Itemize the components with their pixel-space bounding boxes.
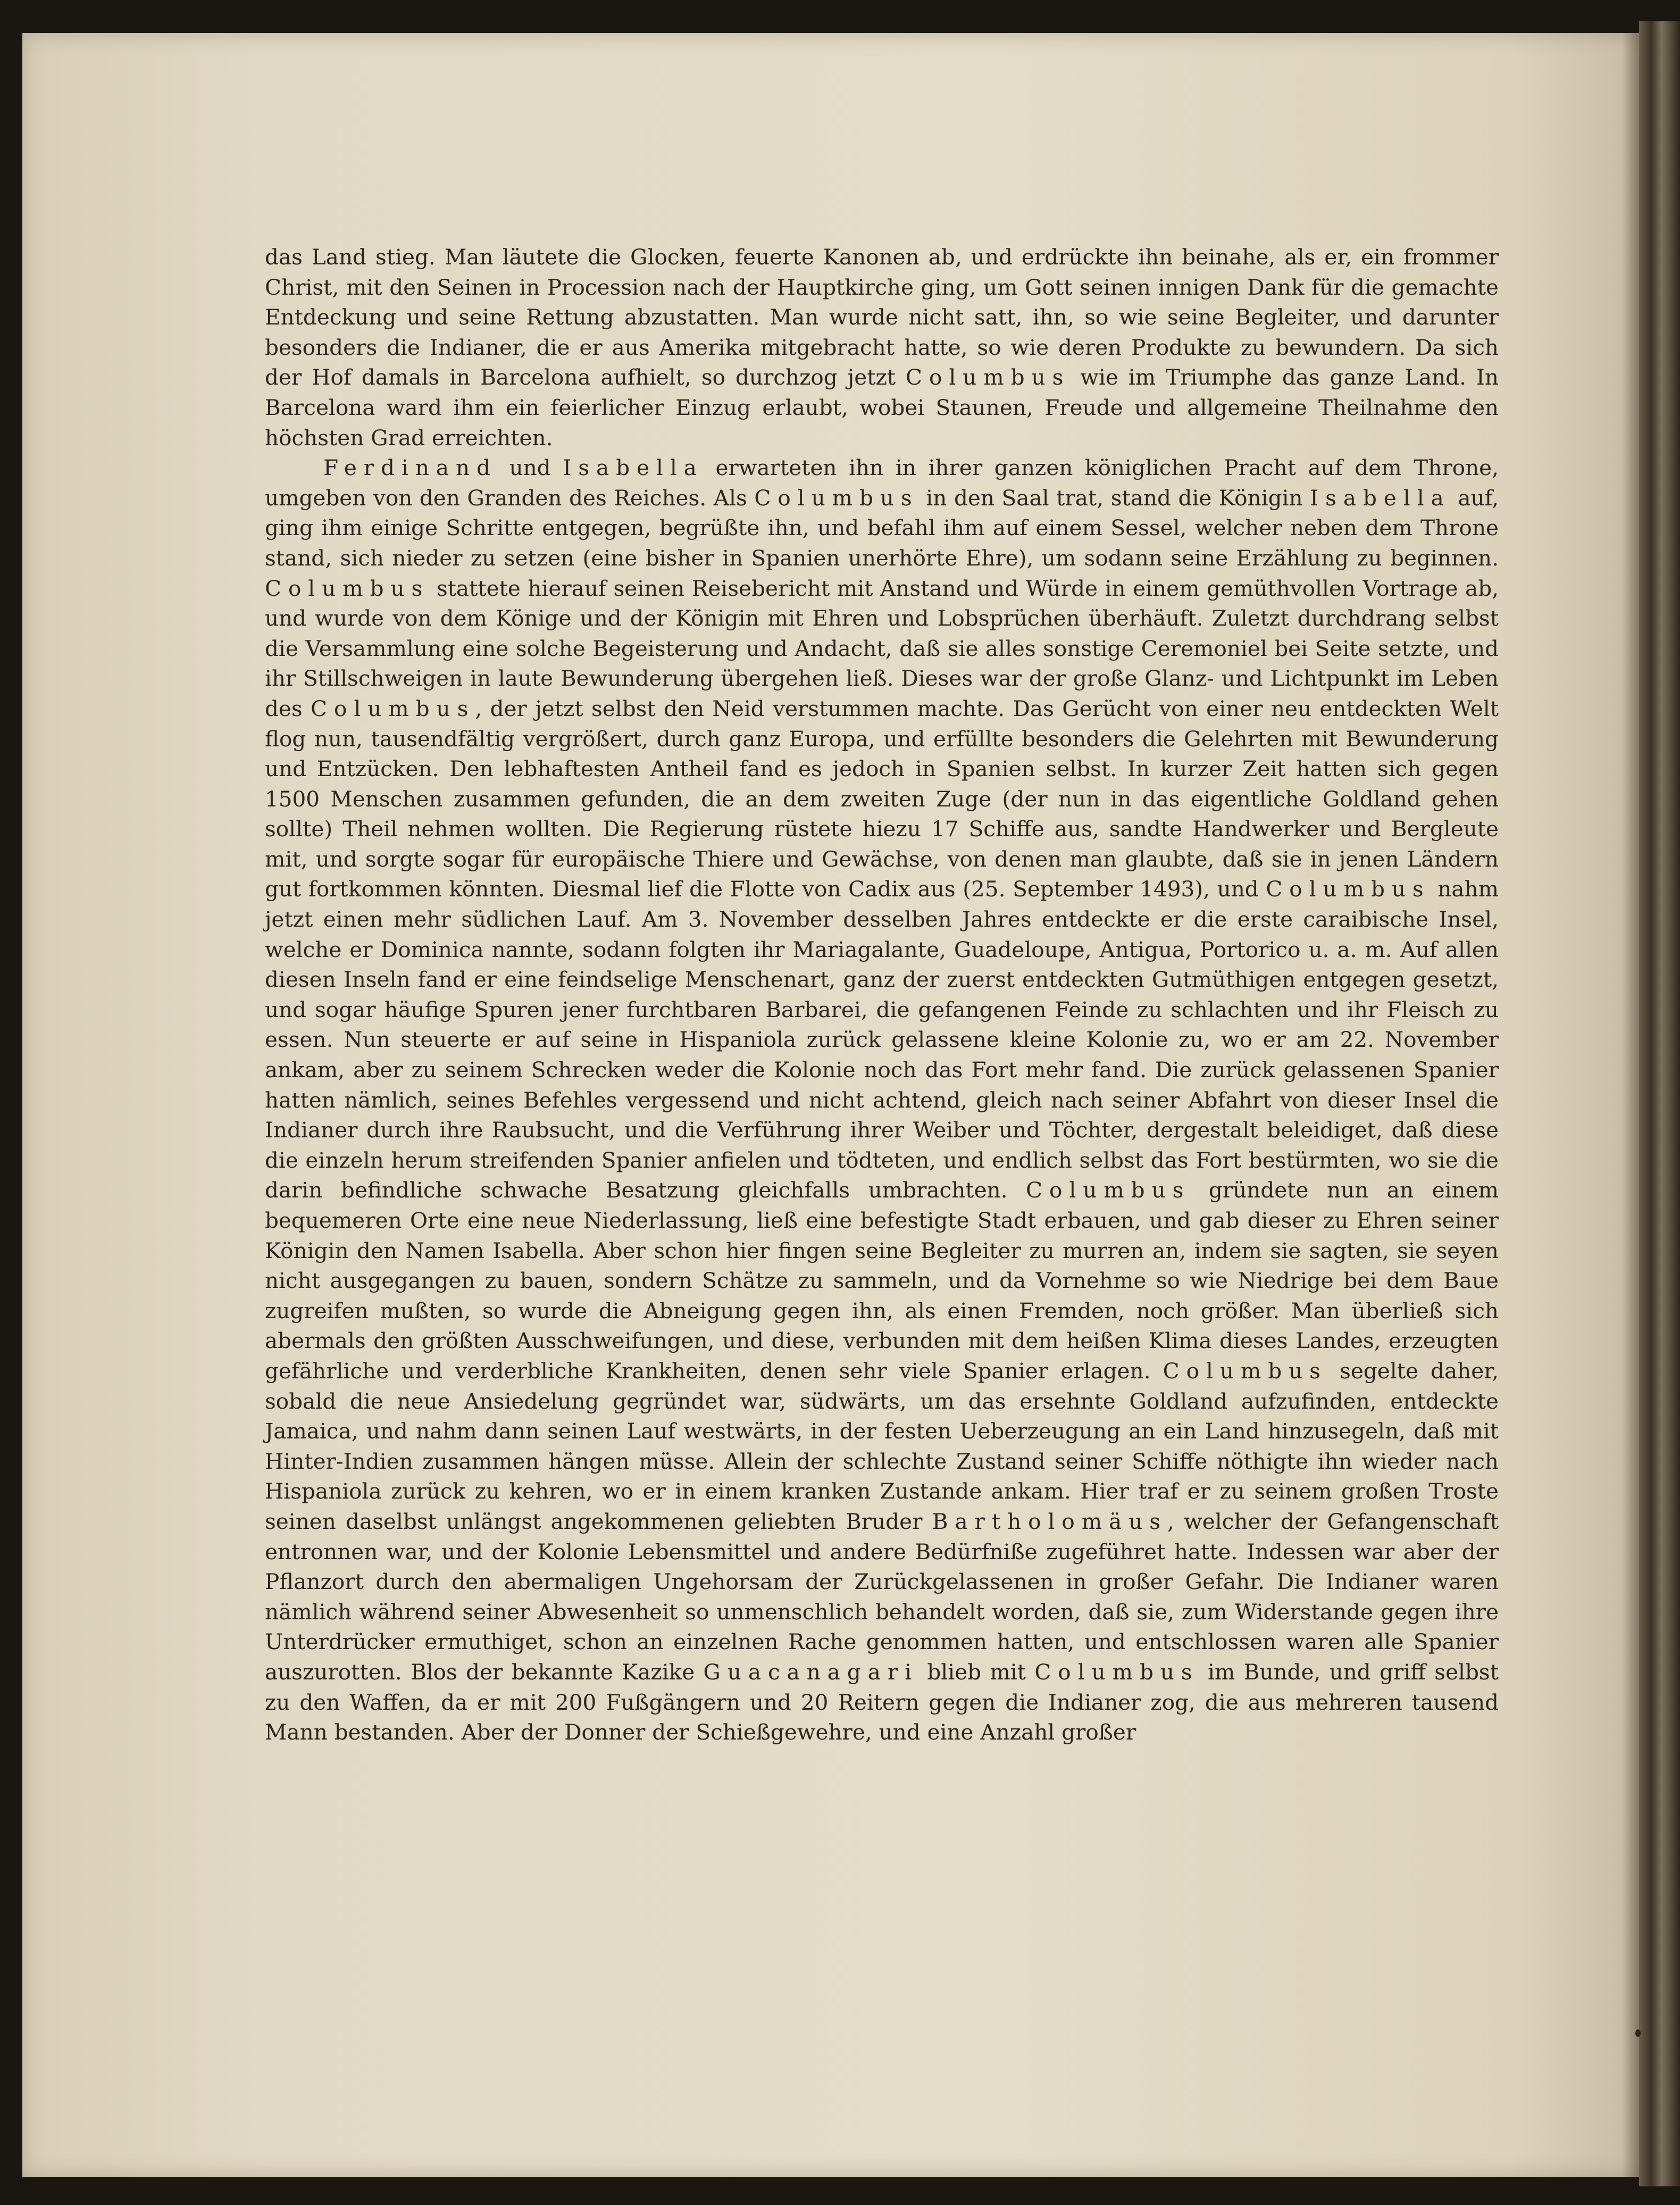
spaced-name: Columbus bbox=[265, 575, 430, 601]
text-run: , welcher der Gefangenschaft entronnen war, und der Kolonie Lebensmittel und andere Bedürfniße zugeführet hatte. Indessen war aber der Pflanzort durch den abermaligen Ungehorsam der Zurückgelassenen in großer Gefahr. Die Indianer waren nämlich während seiner Abwesenheit so unmenschlich behandelt worden, daß sie, zum Widerstande gegen ihre Unterdrücker ermuthiget, schon an einzelnen Rache genommen hatten, und entschlossen waren alle Spanier auszurotten. Blos der bekannte Kazike bbox=[265, 1508, 1499, 1685]
spaced-name: Columbus bbox=[1026, 1177, 1191, 1203]
spaced-name: Columbus bbox=[754, 485, 919, 511]
text-run: segelte daher, sobald die neue Ansiedelung gegründet war, südwärts, um das ersehnte Goldland aufzufinden, entdeckte Jamaica, und nahm dann seinen Lauf westwärts, in der festen Ueberzeugung an ein Land hinzusegeln, daß mit Hinter-Indien zusammen hängen müsse. Allein der schlechte Zustand seiner Schiffe nöthigte ihn wieder nach Hispaniola zurück zu kehren, wo er in einem kranken Zustande ankam. Hier traf er zu seinem großen Troste seinen daselbst unlängst angekommenen geliebten Bruder bbox=[265, 1358, 1499, 1534]
spaced-name: Guacanagari bbox=[703, 1659, 919, 1685]
spaced-name: Columbus bbox=[1266, 876, 1431, 902]
spaced-name: Isabella bbox=[563, 455, 704, 481]
spaced-name: Bartholomäus bbox=[932, 1508, 1168, 1534]
paragraph bbox=[265, 453, 1499, 1748]
paragraph bbox=[265, 242, 1499, 453]
text-run: stattete hierauf seinen Reisebericht mit Anstand und Würde in einem gemüthvollen Vortrage ab, und wurde von dem Könige und der Königin mit Ehren und Lobsprüchen überhäuft. Zuletzt durchdrang selbst die Versammlung eine solche Begeisterung und Andacht, daß sie alles sonstige Ceremoniel bei Seite setzte, und ihr Stillschweigen in laute Bewunderung übergehen ließ. Dieses war der große Glanz- und Lichtpunkt im Leben des bbox=[265, 575, 1499, 721]
spaced-name: Columbus bbox=[311, 695, 475, 721]
ink-mark bbox=[1635, 2029, 1641, 2037]
book-spine bbox=[1639, 21, 1680, 2186]
spaced-name: Isabella bbox=[1310, 485, 1451, 511]
text-run: das Land stieg. Man läutete die Glocken, feuerte Kanonen ab, und erdrückte ihn beinahe, als er, ein frommer Christ, mit den Seinen in Procession nach der Hauptkirche ging, um Gott seinen innigen Dank für die gemachte Entdeckung und seine Rettung abzustatten. Man wurde nicht satt, ihn, so wie seine Begleiter, und darunter besonders die Indianer, die er aus Amerika mitgebracht hatte, so wie deren Produkte zu bewundern. Da sich der Hof damals in Barcelona aufhielt, so durchzog jetzt bbox=[265, 244, 1499, 390]
spaced-name: Ferdinand bbox=[323, 455, 497, 481]
text-run: , der jetzt selbst den Neid verstummen machte. Das Gerücht von einer neu entdeckten Welt flog nun, tausendfältig vergrößert, durch ganz Europa, und erfüllte besonders die Gelehrten mit Bewunderung und Entzücken. Den lebhaftesten Antheil fand es jedoch in Spanien selbst. In kurzer Zeit hatten sich gegen 1500 Menschen zusammen gefunden, die an dem zweiten Zuge (der nun in das eigentliche Goldland gehen sollte) Theil nehmen wollten. Die Regierung rüstete hiezu 17 Schiffe aus, sandte Handwerker und Bergleute mit, und sorgte sogar für europäische Thiere und Gewächse, von denen man glaubte, daß sie in jenen Ländern gut fortkommen könnten. Diesmal lief die Flotte von Cadix aus (25. September 1493), und bbox=[265, 695, 1499, 902]
text-run: in den Saal trat, stand die Königin bbox=[918, 485, 1310, 511]
text-run: wie im Triumphe das ganze Land. In Barcelona ward ihm ein feierlicher Einzug erlaubt, wobei Staunen, Freude und allgemeine Theilnahme den höchsten Grad erreichten. bbox=[265, 364, 1499, 451]
spaced-name: Columbus bbox=[1163, 1358, 1327, 1384]
text-run: gründete nun an einem bequemeren Orte eine neue Niederlassung, ließ eine befestigte Stadt erbauen, und gab dieser zu Ehren seiner Königin den Namen Isabella. Aber schon hier fingen seine Begleiter zu murren an, indem sie sagten, sie seyen nicht ausgegangen zu bauen, sondern Schätze zu sammeln, und da Vornehme so wie Niedrige bei dem Baue zugreifen mußten, so wurde die Abneigung gegen ihn, als einen Fremden, noch größer. Man überließ sich abermals den größten Ausschweifungen, und diese, verbunden mit dem heißen Klima dieses Landes, erzeugten gefährliche und verderbliche Krankheiten, denen sehr viele Spanier erlagen. bbox=[265, 1177, 1499, 1384]
text-run: blieb mit bbox=[918, 1659, 1035, 1685]
text-run: auf, ging ihm einige Schritte entgegen, begrüßte ihn, und befahl ihm auf einem Sessel, welcher neben dem Throne stand, sich nieder zu setzen (eine bisher in Spanien unerhörte Ehre), um sodann seine Erzählung zu beginnen. bbox=[265, 485, 1499, 571]
text-run: erwarteten ihn in ihrer ganzen königlichen Pracht auf dem Throne, umgeben von den Granden des Reiches. Als bbox=[265, 455, 1499, 511]
text-run: und bbox=[497, 455, 563, 481]
spaced-name: Columbus bbox=[1034, 1659, 1199, 1685]
page-gutter-shadow bbox=[1622, 33, 1639, 2177]
text-run: im Bunde, und griff selbst zu den Waffen, da er mit 200 Fußgängern und 20 Reitern gegen die Indianer zog, die aus mehreren tausend Mann bestanden. Aber der Donner der Schießgewehre, und eine Anzahl großer bbox=[265, 1659, 1499, 1745]
body-text bbox=[265, 242, 1499, 1748]
text-run: nahm jetzt einen mehr südlichen Lauf. Am 3. November desselben Jahres entdeckte er die erste caraibische Insel, welche er Dominica nannte, sodann folgten ihr Mariagalante, Guadeloupe, Antigua, Portorico u. a. m. Auf allen diesen Inseln fand er eine feindselige Menschenart, ganz der zuerst entdeckten Gutmüthigen entgegen gesetzt, und sogar häufige Spuren jener furchtbaren Barbarei, die gefangenen Feinde zu schlachten und ihr Fleisch zu essen. Nun steuerte er auf seine in Hispaniola zurück gelassene kleine Kolonie zu, wo er am 22. November ankam, aber zu seinem Schrecken weder die Kolonie noch das Fort mehr fand. Die zurück gelassenen Spanier hatten nämlich, seines Befehles vergessend und nicht achtend, gleich nach seiner Abfahrt von dieser Insel die Indianer durch ihre Raubsucht, und die Verführung ihrer Weiber und Töchter, dergestalt beleidiget, daß diese die einzeln herum streifenden Spanier anfielen und tödteten, und endlich selbst das Fort bestürmten, wo sie die darin befindliche schwache Besatzung gleichfalls umbrachten. bbox=[265, 876, 1499, 1203]
spaced-name: Columbus bbox=[906, 364, 1071, 390]
